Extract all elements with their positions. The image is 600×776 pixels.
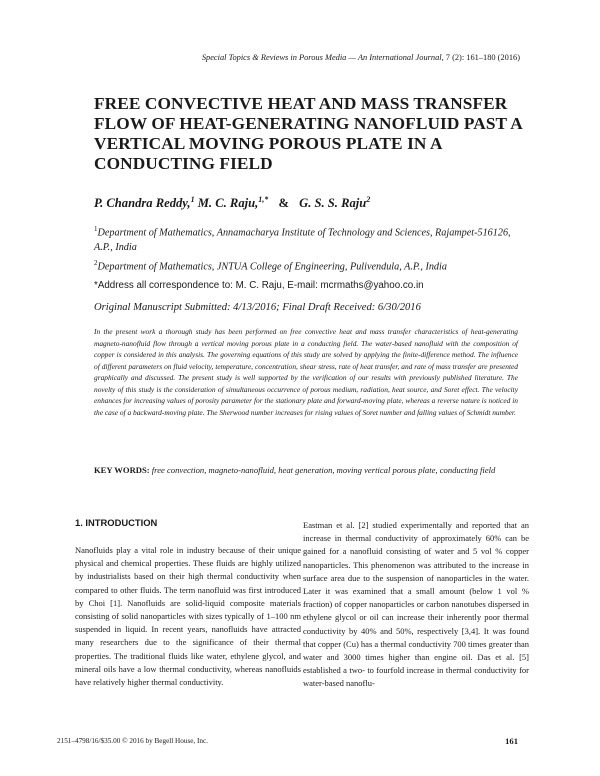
affiliation [94,256,519,274]
volume-pages: 7 (2): 161–180 (2016) [445,53,520,62]
page-number: 161 [505,736,518,746]
author-affiliation-mark: 1 [190,195,195,204]
article-title: FREE CONVECTIVE HEAT AND MASS TRANSFER FLOW OF HEAT-GENERATING NANOFLUID PAST A VERTICAL MOVING POROUS PLATE IN A CONDUCTING FIELD [94,94,522,173]
affiliation-number: 2 [94,259,98,267]
author-list [94,195,370,211]
keywords [94,464,518,477]
affiliation-text: Department of Mathematics, Annamacharya Institute of Technology and Sciences, Rajampet-516126, A.P., India [94,227,511,254]
affiliation-number: 1 [94,225,98,233]
journal-name: Special Topics & Reviews in Porous Media — An International Journal, [201,53,444,62]
author-name: M. C. Raju, [197,196,259,211]
author-name: P. Chandra Reddy, [94,196,191,211]
section-heading: 1. INTRODUCTION [75,517,158,528]
author-separator: & [278,196,289,211]
manuscript-dates: Original Manuscript Submitted: 4/13/2016; Final Draft Received: 6/30/2016 [94,302,421,313]
body-paragraph: Nanofluids play a vital role in industry because of their unique physical and chemical properties. These fluids are highly utilized by industrialists based on their high thermal conductivity when compared to other fluids. The term nanofluid was first introduced by Choi [1]. Nanofluids are solid-liquid composite materials consisting of solid nanoparticles with sizes typically of 1–100 nm suspended in liquid. In recent years, nanofluids have attracted many researchers due to the significance of their thermal properties. The traditional fluids like water, ethylene glycol, and mineral oils have a low thermal conductivity, whereas nanofluids have relatively higher thermal conductivity. [75,545,301,688]
author-affiliation-mark: 1,* [258,195,269,204]
keywords-list: free convection, magneto-nanofluid, heat generation, moving vertical porous plate, conducting field [151,465,496,475]
author-affiliation-mark: 2 [366,195,371,204]
author-name: G. S. S. Raju [299,196,367,211]
body-paragraph: Eastman et al. [2] studied experimentally and reported that an increase in thermal conductivity of approximately 60% can be gained for a nanofluid consisting of water and 5 vol % copper nanoparticles. This phenomenon was attributed to the increase in surface area due to the suspension of nanoparticles in the water. Later it was examined that a small amount (below 1 vol % fraction) of copper nanoparticles or carbon nanotubes dispersed in ethylene glycol or oil can increase their inherently poor thermal conductivity by 40% and 50%, respectively [3,4]. It was found that copper (Cu) has a thermal conductivity 700 times greater than water and 3000 times higher than engine oil. Das et al. [5] established a two- to fourfold increase in thermal conductivity for water-based nanoflu- [303,520,529,689]
affiliation-text: Department of Mathematics, JNTUA College of Engineering, Pulivendula, A.P., India [97,261,447,273]
keywords-label: KEY WORDS: [94,465,150,475]
running-header [202,53,520,62]
affiliation [94,222,519,255]
issn-copyright: 2151–4798/16/$35.00 © 2016 by Begell House, Inc. [57,737,208,745]
abstract: In the present work a thorough study has been performed on free convective heat and mass transfer characteristics of heat-generating magneto-nanofluid flow through a vertical moving porous plate in a conducting field. The water-based nanofluid with the composition of copper is considered in this analysis. The governing equations of this study are solved by applying the finite-difference method. The influence of different parameters on fluid velocity, temperature, concentration, shear stress, rate of heat transfer, and rate of mass transfer are presented graphically and discussed. The present study is well supported by the verification of our results with previously published literature. The novelty of this study is the consideration of simultaneous occurrence of porous medium, radiation, heat source, and Soret effect. The velocity enhances for increasing values of porosity parameter for the stationary plate and forward-moving plate, whereas a reverse nature is noticed in the case of a backward-moving plate. The Sherwood number increases for rising values of Soret number and falling values of Schmidt number. [94,327,518,417]
body-column-right [303,519,529,691]
body-column-left [75,544,301,689]
correspondence-line: *Address all correspondence to: M. C. Raju, E-mail: mcrmaths@yahoo.co.in [94,280,424,291]
